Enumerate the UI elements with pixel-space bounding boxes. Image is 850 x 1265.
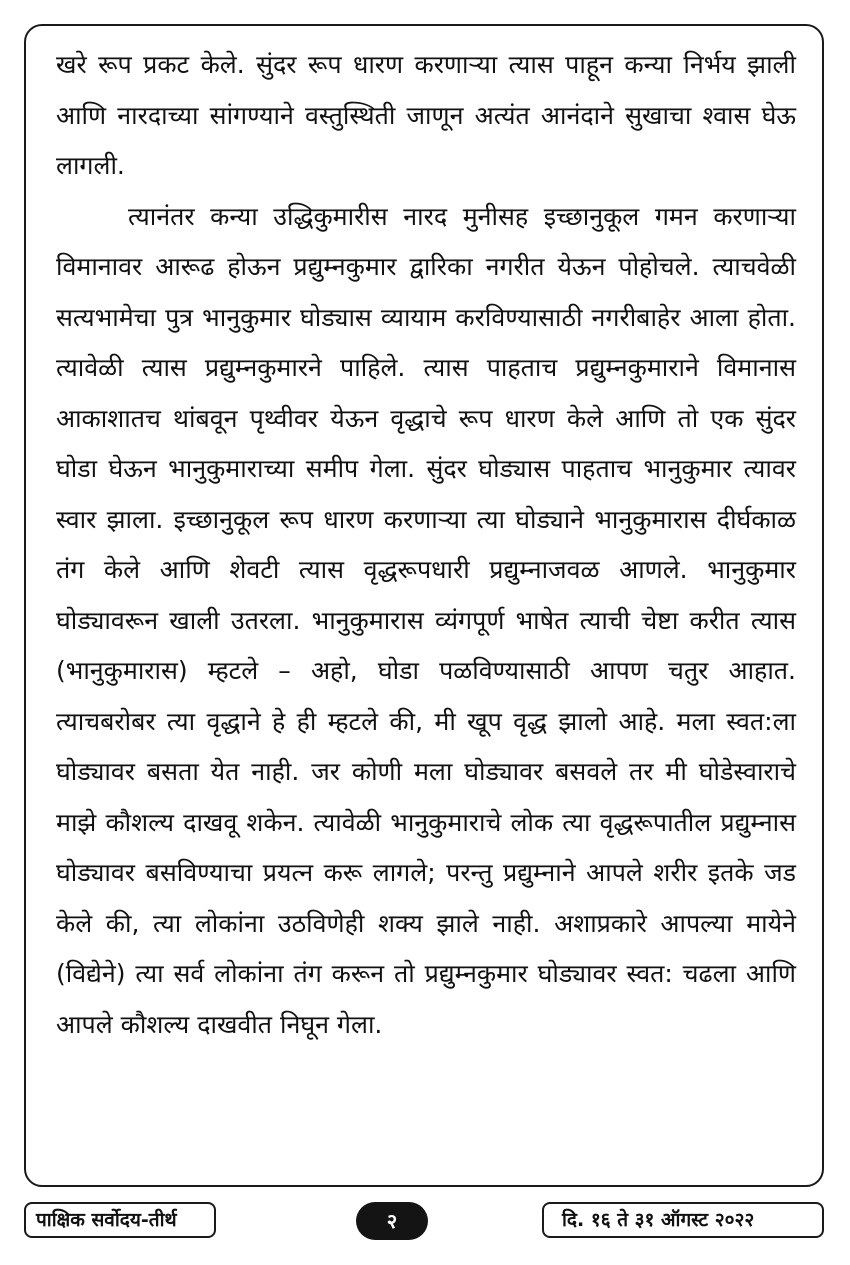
page-number: २ <box>356 1202 428 1240</box>
paragraph-1: खरे रूप प्रकट केले. सुंदर रूप धारण करणाऱ्या त्यास पाहून कन्या निर्भय झाली आणि नारदाच्या सांगण्याने वस्तुस्थिती जाणून अत्यंत आनंदाने सुखाचा श्वास घेऊ लागली. <box>56 50 796 180</box>
article-body <box>56 40 796 1050</box>
paragraph-2: त्यानंतर कन्या उद्धिकुमारीस नारद मुनीसह इच्छानुकूल गमन करणाऱ्या विमानावर आरूढ होऊन प्रद्युम्नकुमार द्वारिका नगरीत येऊन पोहोचले. त्याचवेळी सत्यभामेचा पुत्र भानुकुमार घोड्यास व्यायाम करविण्यासाठी नगरीबाहेर आला होता. त्यावेळी त्यास प्रद्युम्नकुमारने पाहिले. त्यास पाहताच प्रद्युम्नकुमाराने विमानास आकाशातच थांबवून पृथ्वीवर येऊन वृद्धाचे रूप धारण केले आणि तो एक सुंदर घोडा घेऊन भानुकुमाराच्या समीप गेला. सुंदर घोड्यास पाहताच भानुकुमार त्यावर स्वार झाला. इच्छानुकूल रूप धारण करणाऱ्या त्या घोड्याने भानुकुमारास दीर्घकाळ तंग केले आणि शेवटी त्यास वृद्धरूपधारी प्रद्युम्नाजवळ आणले. भानुकुमार घोड्यावरून खाली उतरला. भानुकुमारास व्यंगपूर्ण भाषेत त्याची चेष्टा करीत त्यास (भानुकुमारास) म्हटले – अहो, घोडा पळविण्यासाठी आपण चतुर आहात. त्याचबरोबर त्या वृद्धाने हे ही म्हटले की, मी खूप वृद्ध झालो आहे. मला स्वत:ला घोड्यावर बसता येत नाही. जर कोणी मला घोड्यावर बसवले तर मी घोडेस्वाराचे माझे कौशल्य दाखवू शकेन. त्यावेळी भानुकुमाराचे लोक त्या वृद्धरूपातील प्रद्युम्नास घोड्यावर बसविण्याचा प्रयत्न करू लागले; परन्तु प्रद्युम्नाने आपले शरीर इतके जड केले की, त्या लोकांना उठविणेही शक्य झाले नाही. अशाप्रकारे आपल्या मायेने (विद्येने) त्या सर्व लोकांना तंग करून तो प्रद्युम्नकुमार घोड्यावर स्वत: चढला आणि आपले कौशल्य दाखवीत निघून गेला. <box>56 201 796 1039</box>
publication-name: पाक्षिक सर्वोदय-तीर्थ <box>24 1202 216 1238</box>
page-footer <box>0 1202 850 1242</box>
issue-date: दि. १६ ते ३१ ऑगस्ट २०२२ <box>542 1202 824 1238</box>
